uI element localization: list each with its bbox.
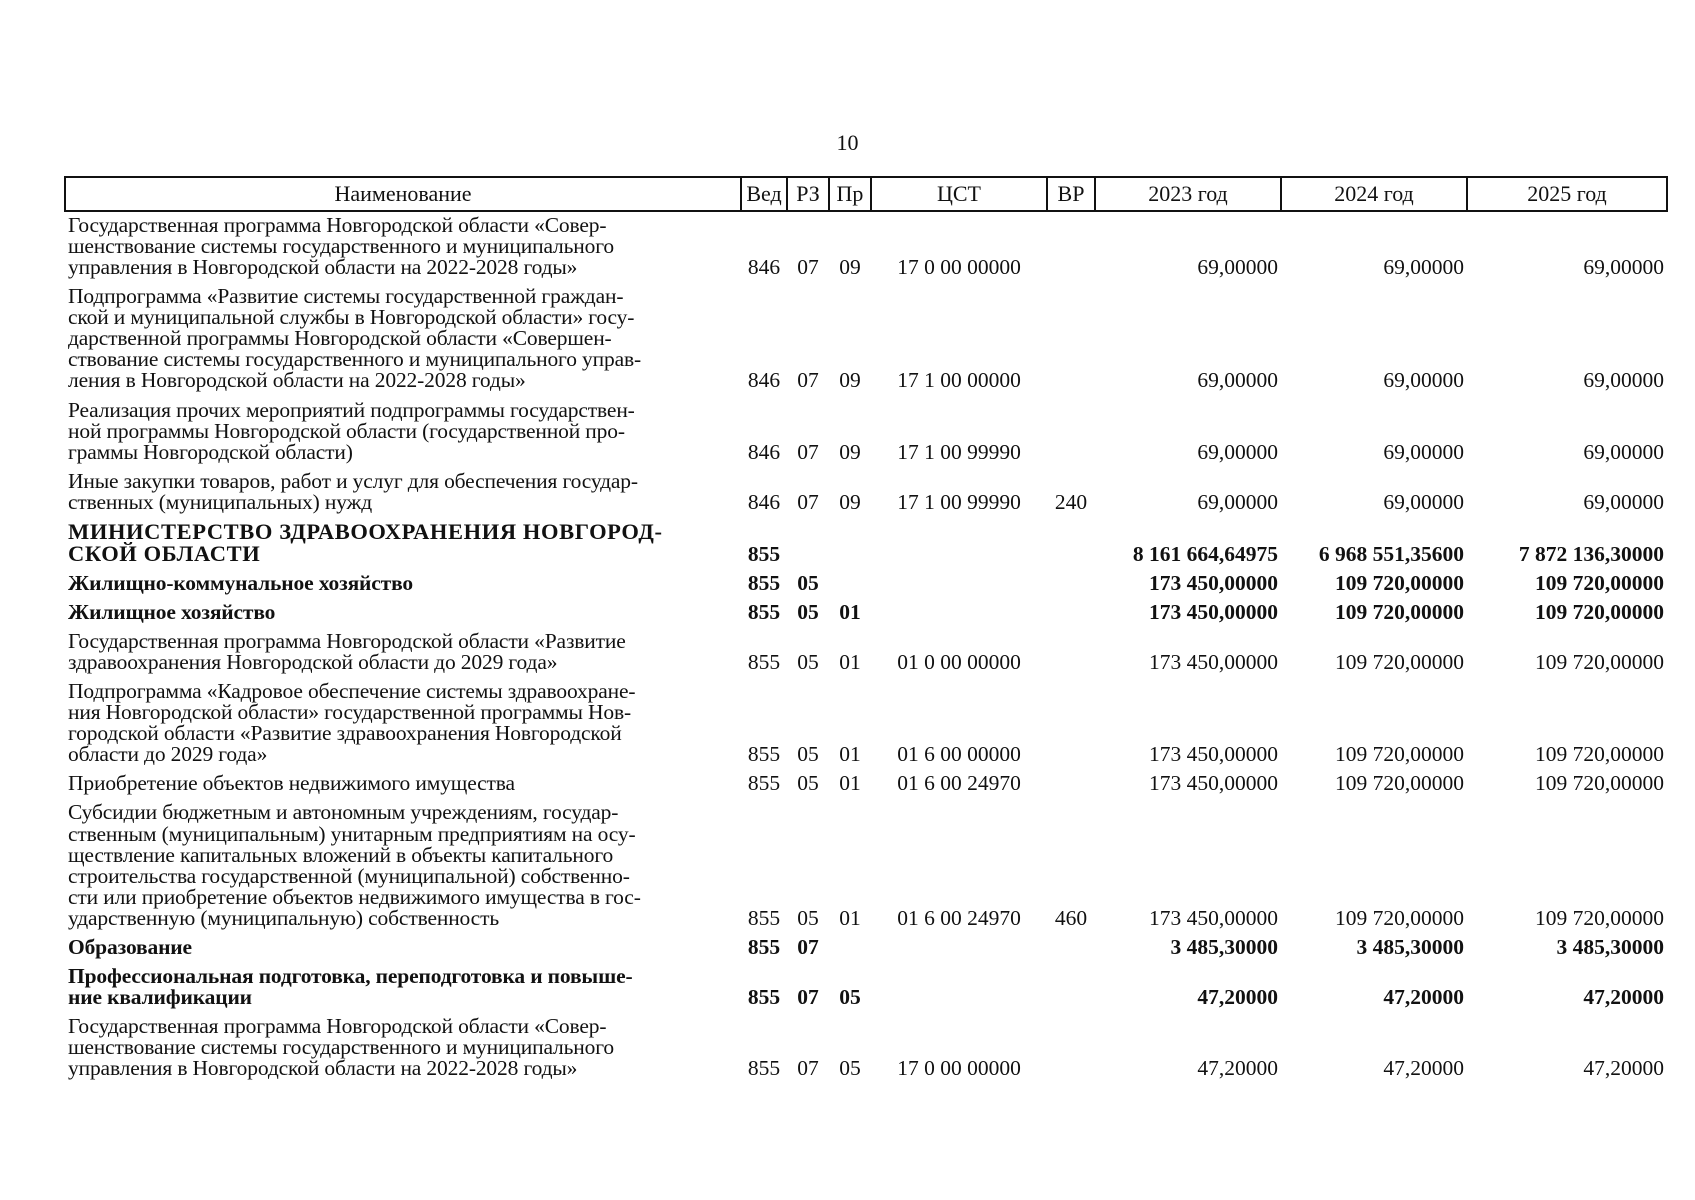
- table-row: [65, 397, 1667, 468]
- row-ved: 855: [747, 599, 781, 624]
- row-value-2024: 47,20000: [1383, 984, 1464, 1009]
- header-cst: ЦСТ: [871, 177, 1047, 211]
- row-cst: 01 0 00 00000: [897, 650, 1021, 675]
- row-pr: 05: [839, 984, 861, 1009]
- table-row: [65, 963, 1667, 1013]
- row-value-2023: 173 450,00000: [1149, 905, 1278, 930]
- row-value-2024: 109 720,00000: [1335, 650, 1464, 675]
- row-value-2024: 109 720,00000: [1335, 771, 1464, 796]
- row-ved: 855: [747, 1056, 781, 1081]
- row-vr: [1047, 518, 1095, 570]
- header-vr: ВР: [1047, 177, 1095, 211]
- row-name: Государственная программа Новгородской области «Совер- шенствование системы государственного и муниципального управления в Новгородской области на 2022-2028 годы»: [68, 213, 614, 280]
- row-value-2025: 47,20000: [1583, 1056, 1664, 1081]
- table-row: [65, 283, 1667, 396]
- row-value-2023: 173 450,00000: [1149, 570, 1278, 595]
- row-name: Профессиональная подготовка, переподготовка и повыше- ние квалификации: [68, 963, 633, 1009]
- row-value-2024: 69,00000: [1383, 255, 1464, 280]
- row-pr: 01: [839, 650, 861, 675]
- budget-table: [64, 176, 1668, 1084]
- row-ved: 846: [747, 489, 781, 514]
- table-row: [65, 799, 1667, 933]
- table-row: [65, 211, 1667, 283]
- row-value-2025: 109 720,00000: [1535, 771, 1664, 796]
- table-row: [65, 934, 1667, 963]
- row-value-2024: 69,00000: [1383, 439, 1464, 464]
- row-value-2024: 109 720,00000: [1335, 599, 1464, 624]
- row-rz: 05: [797, 742, 819, 767]
- row-value-2024: 6 968 551,35600: [1318, 541, 1464, 566]
- row-cst: 17 1 00 00000: [897, 368, 1021, 393]
- row-value-2023: 47,20000: [1197, 1056, 1278, 1081]
- header-2023: 2023 год: [1095, 177, 1281, 211]
- row-name: Образование: [68, 934, 192, 959]
- row-rz: [787, 518, 829, 570]
- row-name: Приобретение объектов недвижимого имущества: [68, 771, 515, 796]
- row-ved: 855: [747, 934, 781, 959]
- row-rz: 07: [797, 439, 819, 464]
- row-ved: 846: [747, 255, 781, 280]
- header-name: Наименование: [65, 177, 741, 211]
- row-rz: 07: [797, 255, 819, 280]
- row-cst: [871, 599, 1047, 628]
- row-value-2024: 47,20000: [1383, 1056, 1464, 1081]
- row-cst: 17 0 00 00000: [897, 1056, 1021, 1081]
- row-value-2023: 173 450,00000: [1149, 742, 1278, 767]
- row-name: Жилищное хозяйство: [68, 599, 276, 624]
- row-vr: [1047, 599, 1095, 628]
- row-value-2023: 173 450,00000: [1149, 599, 1278, 624]
- row-vr: [1047, 963, 1095, 1013]
- row-vr: 460: [1054, 905, 1088, 930]
- row-rz: 07: [797, 984, 819, 1009]
- row-rz: 07: [797, 489, 819, 514]
- row-pr: 09: [839, 489, 861, 514]
- row-vr: [1047, 397, 1095, 468]
- row-ved: 855: [747, 650, 781, 675]
- table-row: [65, 678, 1667, 770]
- table-body: [65, 211, 1667, 1084]
- row-ved: 846: [747, 439, 781, 464]
- row-vr: [1047, 678, 1095, 770]
- row-vr: [1047, 628, 1095, 678]
- row-pr: 01: [839, 599, 861, 624]
- table-row: [65, 770, 1667, 799]
- row-name: Подпрограмма «Кадровое обеспечение системы здравоохране- ния Новгородской области» государственной программы Нов- городской области «Развитие здравоохранения Новгородской области до 2029 года»: [68, 679, 636, 767]
- row-vr: 240: [1054, 489, 1088, 514]
- row-pr: 09: [839, 439, 861, 464]
- row-value-2025: 69,00000: [1583, 489, 1664, 514]
- row-value-2025: 47,20000: [1583, 984, 1664, 1009]
- table-row: [65, 468, 1667, 518]
- row-value-2025: 109 720,00000: [1535, 905, 1664, 930]
- row-vr: [1047, 1013, 1095, 1084]
- row-value-2025: 69,00000: [1583, 439, 1664, 464]
- row-value-2025: 109 720,00000: [1535, 570, 1664, 595]
- row-vr: [1047, 283, 1095, 396]
- table-row: [65, 628, 1667, 678]
- row-cst: [871, 570, 1047, 599]
- row-pr: 09: [839, 368, 861, 393]
- row-cst: 01 6 00 24970: [897, 771, 1021, 796]
- row-value-2023: 47,20000: [1197, 984, 1278, 1009]
- row-rz: 05: [797, 599, 819, 624]
- row-cst: [871, 934, 1047, 963]
- row-value-2023: 69,00000: [1197, 368, 1278, 393]
- header-2025: 2025 год: [1467, 177, 1667, 211]
- row-name: Жилищно-коммунальное хозяйство: [68, 570, 414, 595]
- row-value-2025: 7 872 136,30000: [1518, 541, 1664, 566]
- row-vr: [1047, 934, 1095, 963]
- row-pr: 01: [839, 742, 861, 767]
- row-pr: 01: [839, 905, 861, 930]
- row-cst: [871, 518, 1047, 570]
- row-name: Государственная программа Новгородской области «Развитие здравоохранения Новгородской области до 2029 года»: [68, 629, 626, 675]
- row-value-2025: 3 485,30000: [1556, 934, 1664, 959]
- table-header: [65, 177, 1667, 211]
- row-ved: 855: [747, 984, 781, 1009]
- table-row: [65, 518, 1667, 570]
- row-cst: 01 6 00 00000: [897, 742, 1021, 767]
- row-value-2025: 69,00000: [1583, 368, 1664, 393]
- row-ved: 855: [747, 742, 781, 767]
- row-value-2025: 109 720,00000: [1535, 742, 1664, 767]
- row-value-2023: 3 485,30000: [1170, 934, 1278, 959]
- table-row: [65, 1013, 1667, 1084]
- row-value-2025: 69,00000: [1583, 255, 1664, 280]
- row-rz: 07: [797, 934, 819, 959]
- row-pr: 05: [839, 1056, 861, 1081]
- row-vr: [1047, 211, 1095, 283]
- row-ved: 855: [747, 570, 781, 595]
- row-pr: 01: [839, 771, 861, 796]
- row-rz: 05: [797, 771, 819, 796]
- row-value-2025: 109 720,00000: [1535, 599, 1664, 624]
- row-rz: 05: [797, 905, 819, 930]
- row-name: Подпрограмма «Развитие системы государственной граждан- ской и муниципальной службы в Новгородской области» госу- дарственной программы Новгородской области «Совершен- ствование системы государственного и муниципального управ- ления в Новгородской области на 2022-2028 годы»: [68, 284, 641, 393]
- row-value-2023: 8 161 664,64975: [1132, 541, 1278, 566]
- page-number: 10: [836, 130, 859, 155]
- row-ved: 846: [747, 368, 781, 393]
- header-rz: РЗ: [787, 177, 829, 211]
- row-ved: 855: [747, 771, 781, 796]
- row-value-2024: 109 720,00000: [1335, 742, 1464, 767]
- row-rz: 07: [797, 1056, 819, 1081]
- row-cst: 01 6 00 24970: [897, 905, 1021, 930]
- header-2024: 2024 год: [1281, 177, 1467, 211]
- row-cst: 17 0 00 00000: [897, 255, 1021, 280]
- row-pr: 09: [839, 255, 861, 280]
- row-name: МИНИСТЕРСТВО ЗДРАВООХРАНЕНИЯ НОВГОРОД- СКОЙ ОБЛАСТИ: [68, 518, 663, 566]
- header-row: [65, 177, 1667, 211]
- row-value-2024: 69,00000: [1383, 368, 1464, 393]
- row-value-2024: 109 720,00000: [1335, 570, 1464, 595]
- row-ved: 855: [747, 905, 781, 930]
- row-cst: [871, 963, 1047, 1013]
- row-rz: 07: [797, 368, 819, 393]
- row-name: Иные закупки товаров, работ и услуг для обеспечения государ- ственных (муниципальных) нужд: [68, 468, 638, 514]
- row-value-2024: 69,00000: [1383, 489, 1464, 514]
- row-vr: [1047, 770, 1095, 799]
- row-vr: [1047, 570, 1095, 599]
- row-value-2025: 109 720,00000: [1535, 650, 1664, 675]
- row-pr: [829, 518, 871, 570]
- row-name: Государственная программа Новгородской области «Совер- шенствование системы государственного и муниципального управления в Новгородской области на 2022-2028 годы»: [68, 1014, 614, 1081]
- row-pr: [829, 934, 871, 963]
- row-value-2023: 69,00000: [1197, 255, 1278, 280]
- header-ved: Вед: [741, 177, 787, 211]
- row-value-2023: 173 450,00000: [1149, 771, 1278, 796]
- row-cst: 17 1 00 99990: [897, 489, 1021, 514]
- header-pr: Пр: [829, 177, 871, 211]
- row-rz: 05: [797, 650, 819, 675]
- row-name: Субсидии бюджетным и автономным учреждениям, государ- ственным (муниципальным) унитарным предприятиям на осу- ществление капитальных вложений в объекты капитального строительства государственной (муниципальной) собственно- сти или приобретение объектов недвижимого имущества в гос- ударственную (муниципальную) собственность: [68, 800, 641, 930]
- row-cst: 17 1 00 99990: [897, 439, 1021, 464]
- row-ved: 855: [747, 541, 781, 566]
- row-rz: 05: [797, 570, 819, 595]
- row-value-2024: 3 485,30000: [1356, 934, 1464, 959]
- row-value-2023: 69,00000: [1197, 439, 1278, 464]
- row-name: Реализация прочих мероприятий подпрограммы государствен- ной программы Новгородской области (государственной про- граммы Новгородской области): [68, 397, 635, 464]
- row-value-2023: 69,00000: [1197, 489, 1278, 514]
- row-pr: [829, 570, 871, 599]
- table-row: [65, 599, 1667, 628]
- row-value-2023: 173 450,00000: [1149, 650, 1278, 675]
- table-row: [65, 570, 1667, 599]
- row-value-2024: 109 720,00000: [1335, 905, 1464, 930]
